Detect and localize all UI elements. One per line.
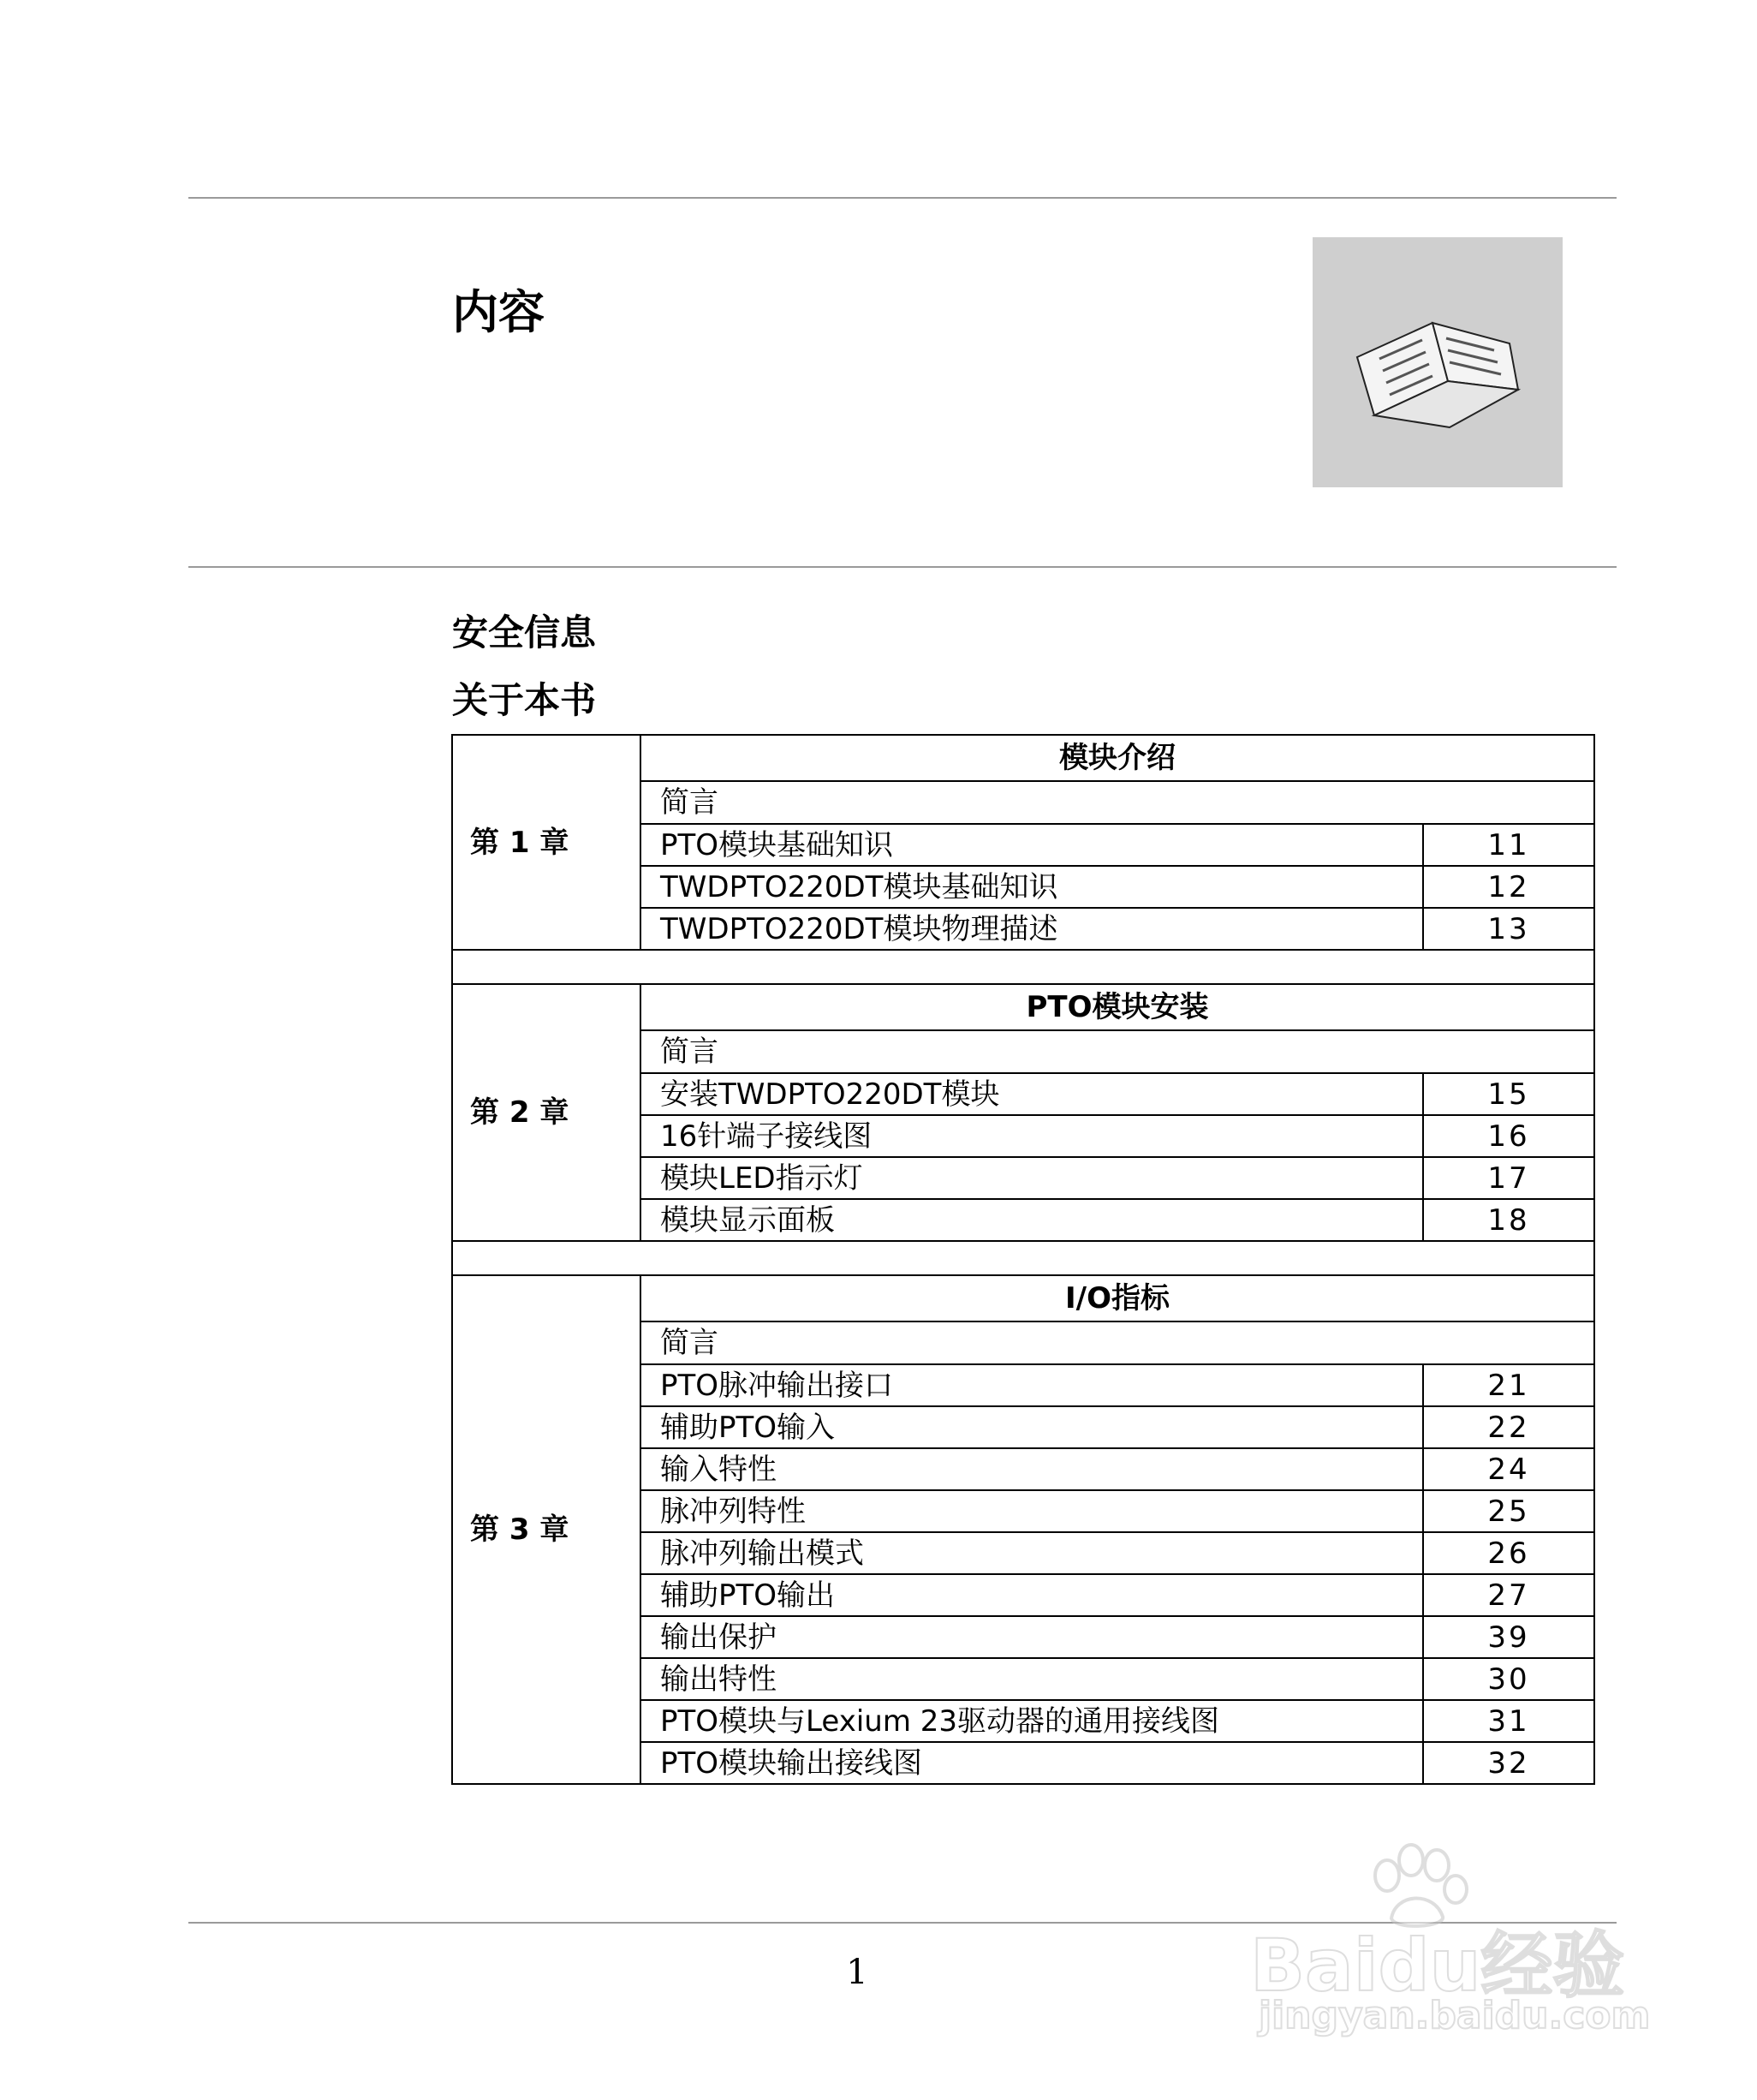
chapter-2-title[interactable]: PTO模块安装 [640, 984, 1594, 1030]
toc-entry-page: 30 [1423, 1658, 1594, 1700]
toc-entry-page: 22 [1423, 1406, 1594, 1448]
chapter-2-intro[interactable]: 简言 [640, 1030, 1594, 1073]
safety-info-heading: 安全信息 [452, 612, 597, 653]
page-title: 内容 [452, 285, 545, 339]
toc-entry-title[interactable]: TWDPTO220DT模块物理描述 [640, 908, 1423, 950]
toc-entry-page: 12 [1423, 866, 1594, 908]
toc-entry-title[interactable]: 脉冲列特性 [640, 1490, 1423, 1532]
toc-entry-title[interactable]: 模块LED指示灯 [640, 1157, 1423, 1199]
chapter-3-title[interactable]: I/O指标 [640, 1275, 1594, 1321]
toc-entry-title[interactable]: PTO模块基础知识 [640, 824, 1423, 866]
chapter-2-label: 第 2 章 [452, 984, 640, 1241]
top-divider [188, 197, 1617, 199]
toc-entry-page: 32 [1423, 1742, 1594, 1784]
toc-entry-title[interactable]: PTO脉冲输出接口 [640, 1364, 1423, 1406]
middle-divider [188, 566, 1617, 568]
page-number: 1 [846, 1953, 868, 1992]
chapter-1-label: 第 1 章 [452, 735, 640, 950]
chapter-spacer [452, 950, 1594, 984]
toc-entry-title[interactable]: TWDPTO220DT模块基础知识 [640, 866, 1423, 908]
watermark-brand: Baidu经验 [1250, 1924, 1625, 2008]
toc-entry-page: 27 [1423, 1574, 1594, 1616]
toc-entry-page: 18 [1423, 1199, 1594, 1241]
toc-entry-page: 39 [1423, 1616, 1594, 1658]
watermark-url: jingyan.baidu.com [1259, 1994, 1651, 2037]
toc-entry-title[interactable]: 输入特性 [640, 1448, 1423, 1490]
toc-entry-title[interactable]: 模块显示面板 [640, 1199, 1423, 1241]
toc-entry-title[interactable]: 输出特性 [640, 1658, 1423, 1700]
chapter-3-label: 第 3 章 [452, 1275, 640, 1784]
chapter-3-title-row [452, 1275, 1594, 1321]
toc-entry-page: 21 [1423, 1364, 1594, 1406]
toc-entry-title[interactable]: 16针端子接线图 [640, 1115, 1423, 1157]
toc-entry-page: 26 [1423, 1532, 1594, 1574]
chapter-3-intro[interactable]: 简言 [640, 1321, 1594, 1364]
about-book-heading: 关于本书 [452, 679, 597, 721]
toc-entry-page: 24 [1423, 1448, 1594, 1490]
toc-entry-title[interactable]: 输出保护 [640, 1616, 1423, 1658]
toc-entry-title[interactable]: 脉冲列输出模式 [640, 1532, 1423, 1574]
chapter-spacer [452, 1241, 1594, 1275]
toc-entry-title[interactable]: 辅助PTO输入 [640, 1406, 1423, 1448]
chapter-1-title[interactable]: 模块介绍 [640, 735, 1594, 781]
chapter-1-intro[interactable]: 简言 [640, 781, 1594, 824]
toc-entry-page: 17 [1423, 1157, 1594, 1199]
toc-entry-page: 25 [1423, 1490, 1594, 1532]
toc-entry-title[interactable]: 辅助PTO输出 [640, 1574, 1423, 1616]
chapter-2-title-row [452, 984, 1594, 1030]
toc-entry-page: 15 [1423, 1073, 1594, 1115]
toc-entry-page: 16 [1423, 1115, 1594, 1157]
toc-entry-page: 11 [1423, 824, 1594, 866]
toc-entry-page: 31 [1423, 1700, 1594, 1742]
book-icon [1313, 237, 1563, 487]
toc-entry-title[interactable]: PTO模块与Lexium 23驱动器的通用接线图 [640, 1700, 1423, 1742]
toc-entry-title[interactable]: 安装TWDPTO220DT模块 [640, 1073, 1423, 1115]
toc-entry-title[interactable]: PTO模块输出接线图 [640, 1742, 1423, 1784]
baidu-watermark [1250, 1841, 1678, 2055]
toc-entry-page: 13 [1423, 908, 1594, 950]
chapter-1-title-row [452, 735, 1594, 781]
toc-table [451, 734, 1595, 1785]
